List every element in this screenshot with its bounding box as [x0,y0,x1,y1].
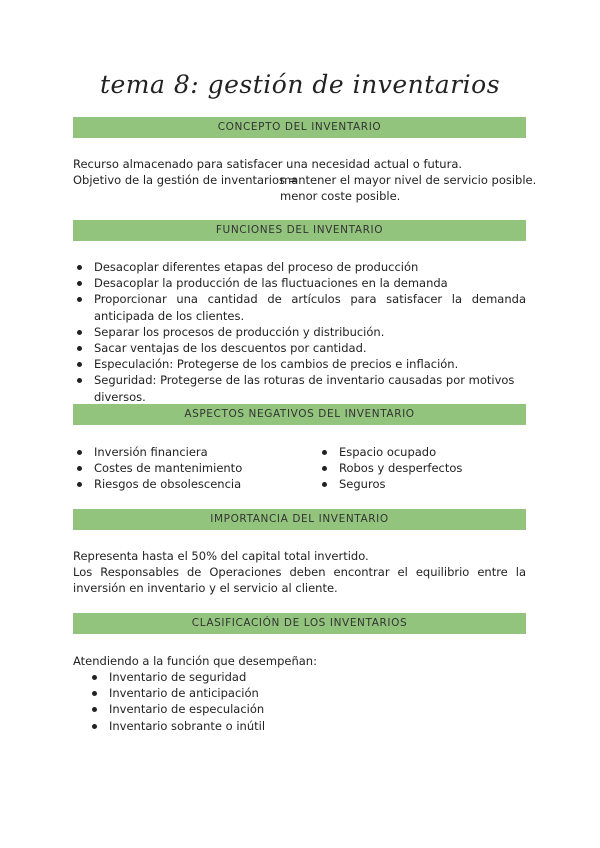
list-item: Inventario de anticipación [88,685,488,701]
list-item: Inversión financiera [73,444,313,460]
list-item: Seguros [318,476,558,492]
list-item: Desacoplar la producción de las fluctuaciones en la demanda [73,275,526,291]
negativos-list-right [318,444,558,493]
list-item: Robos y desperfectos [318,460,558,476]
section-header-negativos: ASPECTOS NEGATIVOS DEL INVENTARIO [73,404,526,425]
negativos-list-left [73,444,313,493]
list-item: Sacar ventajas de los descuentos por cantidad. [73,340,526,356]
list-item: Desacoplar diferentes etapas del proceso de producción [73,259,526,275]
list-item: Riesgos de obsolescencia [73,476,313,492]
importancia-line-1: Representa hasta el 50% del capital total invertido. [73,549,369,563]
objective-value-2: menor coste posible. [280,189,401,203]
page-title: tema 8: gestión de inventarios [99,70,501,99]
section-header-importancia: IMPORTANCIA DEL INVENTARIO [73,509,526,530]
list-item: Separar los procesos de producción y distribución. [73,324,526,340]
section-header-funciones: FUNCIONES DEL INVENTARIO [73,220,526,241]
list-item: Seguridad: Protegerse de las roturas de inventario causadas por motivos diversos. [73,372,526,404]
list-item: Inventario de especulación [88,701,488,717]
list-item: Inventario sobrante o inútil [88,718,488,734]
list-item: Especulación: Protegerse de los cambios de precios e inflación. [73,356,526,372]
concepto-definition: Recurso almacenado para satisfacer una necesidad actual o futura. [73,157,463,171]
list-item: Inventario de seguridad [88,669,488,685]
section-header-clasificacion: CLASIFICACIÓN DE LOS INVENTARIOS [73,613,526,634]
clasificacion-list [88,669,488,734]
objective-value-1: mantener el mayor nivel de servicio posible. [280,173,537,187]
list-item: Proporcionar una cantidad de artículos para satisfacer la demanda anticipada de los clientes. [73,291,526,323]
objective-label: Objetivo de la gestión de inventarios = [73,173,299,187]
clasificacion-intro: Atendiendo a la función que desempeñan: [73,654,317,668]
list-item: Costes de mantenimiento [73,460,313,476]
section-header-concepto: CONCEPTO DEL INVENTARIO [73,117,526,138]
objective-values [280,172,536,204]
importancia-line-2: Los Responsables de Operaciones deben encontrar el equilibrio entre la inversión en inventario y el servicio al cliente. [73,565,526,595]
list-item: Espacio ocupado [318,444,558,460]
funciones-list [73,259,526,405]
